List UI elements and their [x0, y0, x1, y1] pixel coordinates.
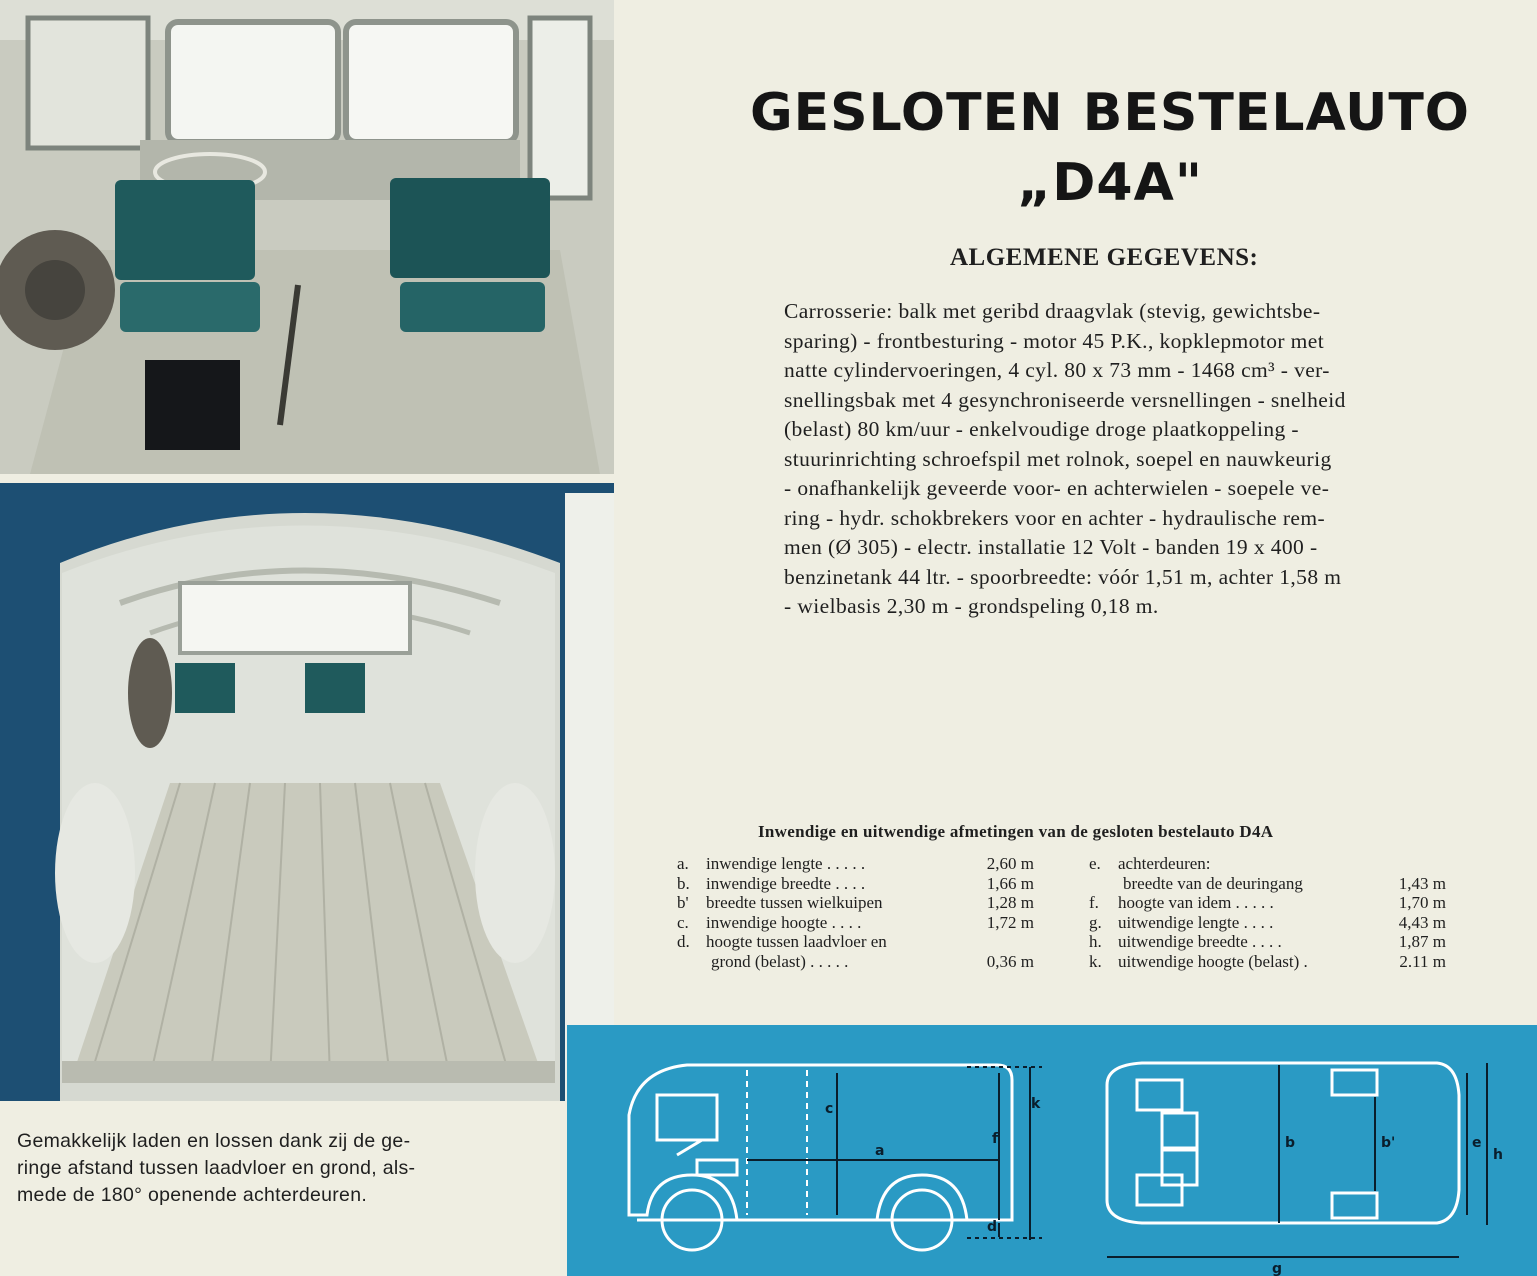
dimension-value: 1,87 m — [1398, 932, 1446, 951]
dimension-row — [677, 932, 1034, 952]
dimension-label: hoogte tussen laadvloer en — [706, 932, 887, 951]
dimensions-heading: Inwendige en uitwendige afmetingen van de gesloten bestelauto D4A — [758, 822, 1274, 841]
title-line-1: GESLOTEN BESTELAUTO — [749, 83, 1471, 143]
dimension-value: 1,72 m — [986, 912, 1034, 932]
page-title — [740, 78, 1480, 218]
dimension-label: uitwendige breedte . . . . — [1118, 932, 1282, 951]
dimension-key: f. — [1089, 893, 1099, 912]
label-f: f — [992, 1131, 999, 1147]
dimension-label: inwendige hoogte . . . . — [706, 912, 862, 932]
top-view-outline — [1107, 1063, 1459, 1223]
label-b-prime: b' — [1381, 1135, 1396, 1151]
dimension-value: 4,43 m — [1398, 912, 1446, 932]
dimension-label: breedte van de deuringang — [1123, 873, 1303, 893]
dimension-diagram — [567, 1025, 1537, 1276]
dimension-row — [677, 854, 1034, 874]
dimension-value: 2,60 m — [986, 854, 1034, 873]
label-b: b — [1285, 1135, 1296, 1151]
photo-caption — [17, 1128, 502, 1209]
dimension-row — [1089, 913, 1446, 933]
dimension-value: 1,66 m — [986, 873, 1034, 893]
dimension-key: b. — [677, 873, 690, 893]
label-a: a — [875, 1143, 885, 1159]
dimension-row — [1089, 932, 1446, 952]
general-data-heading: ALGEMENE GEGEVENS: — [950, 244, 1259, 271]
dimension-row — [677, 874, 1034, 894]
dimension-row — [1089, 952, 1446, 972]
dimension-row — [677, 913, 1034, 933]
label-d: d — [987, 1219, 998, 1235]
dimension-key: e. — [1089, 854, 1101, 873]
dimensions-left-column — [677, 854, 1034, 971]
dimension-label: uitwendige lengte . . . . — [1118, 912, 1274, 932]
dimension-label: inwendige lengte . . . . . — [706, 854, 866, 873]
dimension-key: k. — [1089, 951, 1102, 971]
dimension-value — [970, 932, 1034, 952]
cargo-area-photo — [0, 483, 614, 1101]
dimension-key: c. — [677, 912, 689, 932]
dimension-label: inwendige breedte . . . . — [706, 873, 866, 893]
dimension-value: 1,70 m — [1398, 893, 1446, 912]
general-data-text — [784, 297, 1432, 622]
dimension-value: 0,36 m — [986, 951, 1034, 971]
dimension-value: 1,43 m — [1398, 873, 1446, 893]
dimension-value: 2.11 m — [1399, 951, 1446, 971]
general-line: snellingsbak met 4 gesynchroniseerde versnellingen - snelheid — [784, 387, 1346, 412]
dimension-key: d. — [677, 932, 690, 951]
general-line: men (Ø 305) - electr. installatie 12 Volt - banden 19 x 400 - — [784, 535, 1318, 559]
label-c: c — [825, 1101, 834, 1117]
dimension-label: breedte tussen wielkuipen — [706, 893, 883, 912]
label-g: g — [1272, 1261, 1283, 1276]
caption-line: ringe afstand tussen laadvloer en grond, als- — [17, 1157, 416, 1179]
dimension-value: 1,28 m — [986, 893, 1034, 912]
general-line: - onafhankelijk geveerde voor- en achterwielen - soepele ve- — [784, 476, 1330, 500]
dimension-value — [1382, 854, 1446, 874]
title-line-2: „D4A" — [1017, 153, 1203, 213]
dimensions-right-column — [1089, 854, 1446, 971]
dimension-row — [1089, 874, 1446, 894]
general-line: (belast) 80 km/uur - enkelvoudige droge plaatkoppeling - — [784, 417, 1299, 441]
caption-line: mede de 180° openende achterdeuren. — [17, 1184, 368, 1206]
caption-line: Gemakkelijk laden en lossen dank zij de ge- — [17, 1130, 411, 1152]
general-line: ring - hydr. schokbrekers voor en achter - hydraulische rem- — [784, 505, 1326, 530]
dimension-label: hoogte van idem . . . . . — [1118, 893, 1274, 912]
side-view-outline — [629, 1065, 1012, 1220]
general-line: sparing) - frontbesturing - motor 45 P.K., kopklepmotor met — [784, 328, 1325, 353]
general-line: benzinetank 44 ltr. - spoorbreedte: vóór 1,51 m, achter 1,58 m — [784, 564, 1342, 589]
dimension-key — [677, 952, 706, 972]
dimension-label: grond (belast) . . . . . — [711, 951, 849, 971]
general-line: stuurinrichting schroefspil met rolnok, soepel en nauwkeurig — [784, 446, 1332, 471]
dimension-key: g. — [1089, 912, 1102, 932]
label-k: k — [1031, 1096, 1041, 1112]
dimension-key: a. — [677, 854, 689, 873]
dimension-row — [677, 952, 1034, 972]
general-line: Carrosserie: balk met geribd draagvlak (stevig, gewichtsbe- — [784, 299, 1321, 323]
dimension-key: h. — [1089, 932, 1102, 951]
label-e: e — [1472, 1135, 1482, 1151]
cab-interior-photo — [0, 0, 614, 474]
dimension-key — [1089, 874, 1118, 894]
label-h: h — [1493, 1147, 1503, 1163]
general-line: natte cylindervoeringen, 4 cyl. 80 x 73 mm - 1468 cm³ - ver- — [784, 358, 1330, 382]
dimension-label: achterdeuren: — [1118, 854, 1211, 873]
dimension-key: b' — [677, 893, 689, 912]
dimension-row — [677, 893, 1034, 913]
dimension-row — [1089, 854, 1446, 874]
dimension-label: uitwendige hoogte (belast) . — [1118, 951, 1308, 971]
general-line: - wielbasis 2,30 m - grondspeling 0,18 m. — [784, 594, 1159, 618]
dimension-row — [1089, 893, 1446, 913]
